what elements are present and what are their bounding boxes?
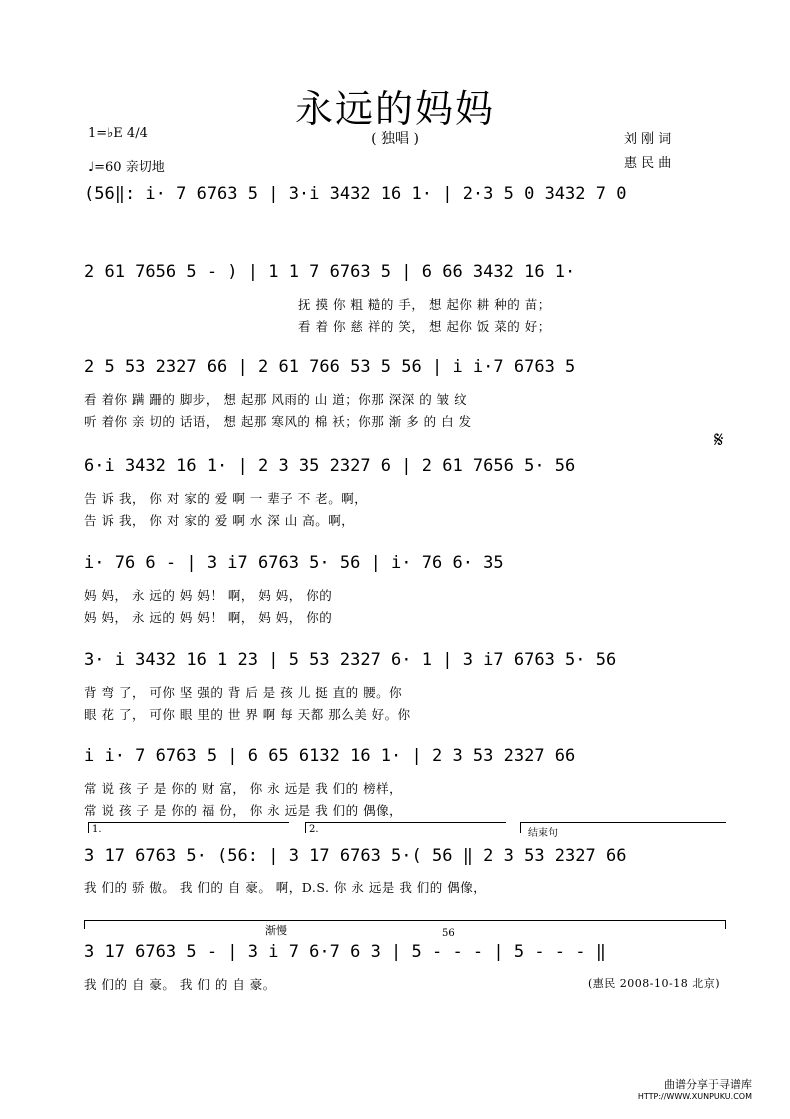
score-system-1: (56‖: i· 7 6763 5 | 3·i 3432 16 1· | 2·3 5 0 3432 7 0 bbox=[84, 184, 627, 204]
score-system-5: i· 76 6 - | 3 i7 6763 5· 56 | i· 76 6· 35 bbox=[84, 553, 504, 573]
composer-signature: (惠民 2008-10-18 北京) bbox=[588, 977, 720, 990]
lyrics-line: 我 们的 骄 傲。 我 们的 自 豪。 啊，D.S. 你 永 远是 我 们的 偶像， bbox=[84, 880, 487, 895]
first-ending-label: 1. bbox=[92, 824, 102, 835]
lyrics-verse1: 妈 妈， 永 远的 妈 妈！ 啊， 妈 妈， 你的 bbox=[84, 588, 333, 603]
lyrics-verse2: 常 说 孩 子 是 你的 福 份， 你 永 远是 我 们的 偶像， bbox=[84, 803, 403, 818]
score-system-3: 2 5 53 2327 66 | 2 61 766 53 5 56 | i i·7 6763 5 bbox=[84, 357, 576, 377]
page-title: 永远的妈妈 bbox=[294, 87, 495, 131]
footer bbox=[638, 1076, 752, 1101]
score-system-6: 3· i 3432 16 1 23 | 5 53 2327 6· 1 | 3 i7 6763 5· 56 bbox=[84, 650, 617, 670]
lyricist-credit: 刘 刚 词 bbox=[624, 132, 672, 147]
tempo-marking: ♩=60 亲切地 bbox=[88, 160, 165, 175]
lyrics-verse1: 看 着你 蹒 跚的 脚步， 想 起那 风雨的 山 道；你那 深深 的 皱 纹 bbox=[84, 392, 468, 407]
footer-url: HTTP://WWW.XUNPUKU.COM bbox=[637, 1092, 752, 1101]
lyrics-verse2: 告 诉 我， 你 对 家的 爱 啊 水 深 山 高。啊， bbox=[84, 513, 355, 528]
ritardando-marking: 渐慢 bbox=[265, 924, 287, 937]
footer-site-name: 曲谱分享于寻谱库 bbox=[664, 1078, 752, 1091]
lyrics-verse1: 背 弯 了， 可你 坚 强的 背 后 是 孩 儿 挺 直的 腰。你 bbox=[84, 685, 403, 700]
coda-section-label: 结束句 bbox=[528, 828, 558, 839]
score-system-8: 3 17 6763 5· (56: | 3 17 6763 5·( 56 ‖ 2 3 53 2327 66 bbox=[84, 846, 627, 866]
lyrics-verse2: 眼 花 了， 可你 眼 里的 世 界 啊 每 天都 那么美 好。你 bbox=[84, 707, 411, 722]
key-signature: 1=♭E 4/4 bbox=[88, 126, 148, 141]
segno-sign: 𝄋 bbox=[714, 428, 724, 453]
score-system-2: 2 61 7656 5 - ) | 1 1 7 6763 5 | 6 66 3432 16 1· bbox=[84, 262, 576, 282]
coda-sign: 56 bbox=[442, 928, 455, 939]
composer-credit: 惠 民 曲 bbox=[624, 156, 672, 171]
score-system-7: i i· 7 6763 5 | 6 65 6132 16 1· | 2 3 53 2327 66 bbox=[84, 746, 576, 766]
lyrics-verse2: 妈 妈， 永 远的 妈 妈！ 啊， 妈 妈， 你的 bbox=[84, 610, 333, 625]
lyrics-verse2: 看 着 你 慈 祥的 笑， 想 起你 饭 菜的 好； bbox=[298, 319, 551, 334]
subtitle: ( 独唱 ) bbox=[371, 131, 419, 147]
score-system-4: 6·i 3432 16 1· | 2 3 35 2327 6 | 2 61 7656 5· 56 bbox=[84, 456, 576, 476]
lyrics-verse2: 听 着你 亲 切的 话语， 想 起那 寒风的 棉 袄；你那 渐 多 的 白 发 bbox=[84, 414, 472, 429]
score-system-9: 3 17 6763 5 - | 3 i 7 6·7 6 3 | 5 - - - | 5 - - - ‖ bbox=[84, 942, 606, 962]
lyrics-verse1: 抚 摸 你 粗 糙的 手， 想 起你 耕 种的 苗； bbox=[298, 297, 551, 312]
second-ending-label: 2. bbox=[309, 824, 319, 835]
lyrics-verse1: 告 诉 我， 你 对 家的 爱 啊 一 辈子 不 老。啊， bbox=[84, 491, 368, 506]
lyrics-line: 我 们的 自 豪。 我 们 的 自 豪。 bbox=[84, 977, 276, 992]
lyrics-verse1: 常 说 孩 子 是 你的 财 富， 你 永 远是 我 们的 榜样， bbox=[84, 781, 403, 796]
